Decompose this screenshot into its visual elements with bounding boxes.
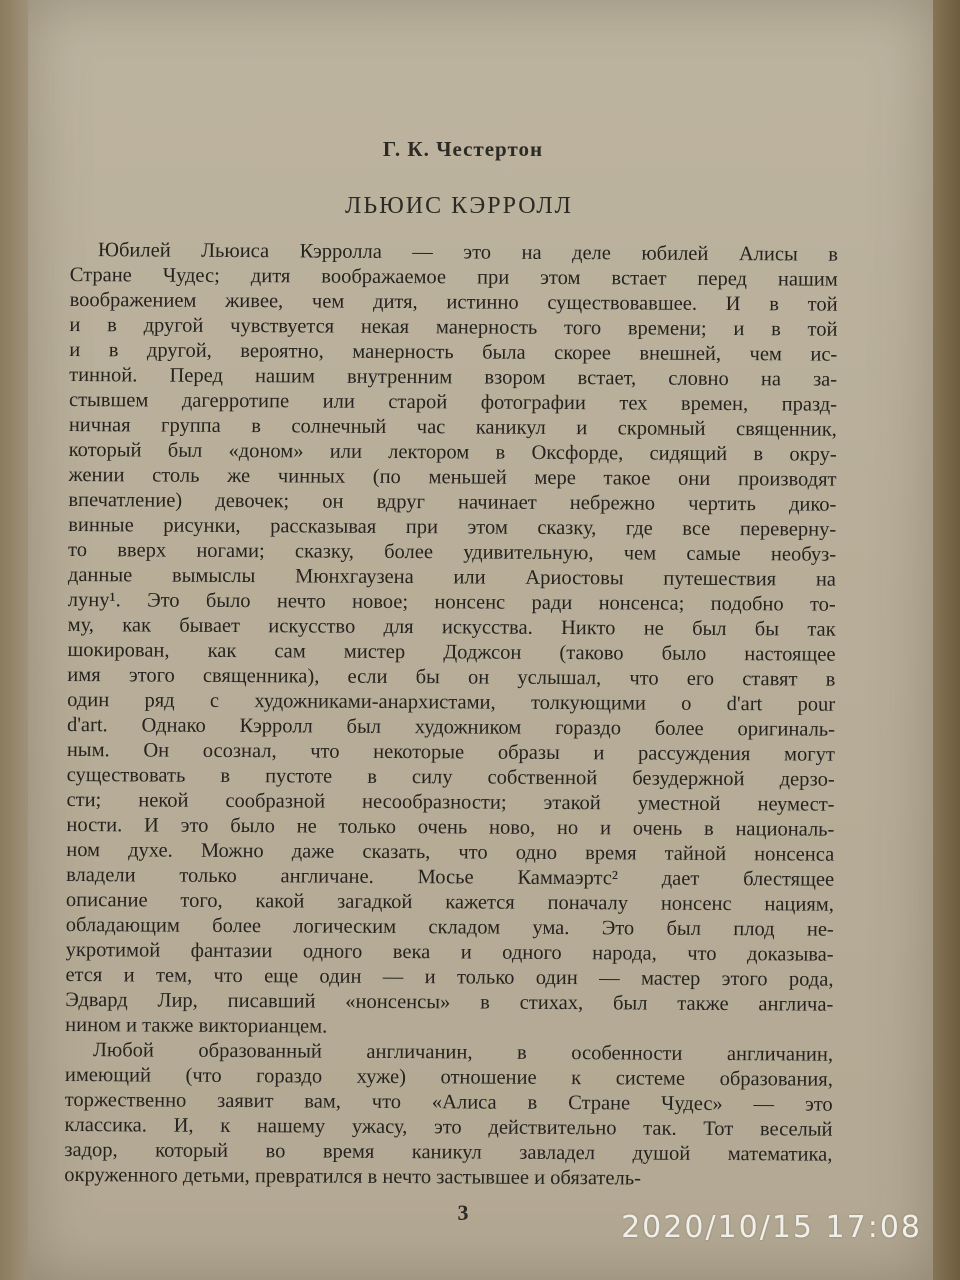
text-line: ничная группа в солнечный час каникул и скромный священник, (68, 413, 837, 441)
text-line: ным. Он осознал, что некоторые образы и рассуждения могут (66, 738, 835, 766)
text-line: имеющий (что гораздо хуже) отношение к системе образования, (64, 1063, 833, 1091)
text-line: стывшем дагерротипе или старой фотографии тех времен, празд- (68, 388, 838, 416)
text-line: и в другой чувствуется некая манерность того времени; и в той (69, 313, 838, 341)
chapter-title: ЛЬЮИС КЭРРОЛЛ (345, 193, 573, 219)
text-line: описание того, какой загадкой кажется поначалу нонсенс нациям, (65, 888, 835, 916)
text-line: владели только англичане. Мосье Каммаэртс² дает блестящее (66, 863, 835, 891)
text-line: воображением живее, чем дитя, истинно существовавшее. И в той (69, 288, 838, 316)
author-heading: Г. К. Честертон (382, 137, 544, 161)
text-line: Любой образованный англичанин, в особенности англичанин, (92, 1039, 834, 1066)
text-line: нином и также викторианцем. (65, 1013, 328, 1038)
text-line: обладающим более логическим складом ума. Это был плод не- (65, 913, 834, 941)
text-line: d'art. Однако Кэрролл был художником гораздо более оригиналь- (66, 713, 836, 741)
text-line: окруженного детьми, превратился в нечто застывшее и обязатель- (64, 1163, 642, 1190)
text-line: задор, который во время каникул завладел душой математика, (64, 1138, 833, 1166)
text-line: шокирован, как сам мистер Доджсон (таково было настоящее (67, 638, 836, 666)
text-line: ется и тем, что еще один — и только один — мастер этого рода, (65, 963, 834, 991)
camera-timestamp: 2020/10/15 17:08 (621, 1210, 922, 1245)
text-line: жении столь же чинных (по меньшей мере такое они производят (68, 463, 837, 491)
text-line: сти; некой сообразной несообразности; этакой уместной неумест- (66, 788, 835, 816)
text-line: имя этого священника), если бы он услышал, что его ставят в (67, 663, 836, 691)
text-line: тинной. Перед нашим внутренним взором встает, словно на за- (69, 363, 838, 391)
paragraph-2 (64, 1038, 833, 1193)
page-number: 3 (457, 1200, 469, 1225)
text-line: му, как бывает искусство для искусства. Никто не был бы так (67, 613, 836, 641)
text-line: луну¹. Это было нечто новое; нонсенс ради нонсенса; подобно то- (67, 588, 836, 616)
text-line: то вверх ногами; сказку, более удивительную, чем самые необуз- (68, 538, 837, 566)
text-line: Юбилей Льюиса Кэрролла — это на деле юбилей Алисы в (97, 239, 838, 266)
paragraph-1 (65, 238, 838, 1043)
text-line: один ряд с художниками-анархистами, толкующими о d'art pour (67, 688, 836, 716)
text-line: торжественно заявит вам, что «Алиса в Стране Чудес» — это (64, 1088, 833, 1116)
book-page (28, 0, 933, 1280)
text-line: Эдвард Лир, писавший «нонсенсы» в стихах, был также англича- (65, 988, 834, 1016)
body-text (64, 238, 838, 1193)
text-line: укротимой фантазии одного века и одного народа, что доказыва- (65, 938, 834, 966)
text-line: и в другой, вероятно, манерность была скорее внешней, чем ис- (69, 338, 838, 366)
text-line: ности. И это было не только очень ново, но и очень в националь- (66, 813, 835, 841)
text-line: классика. И, к нашему ужасу, это действительно так. Тот веселый (64, 1113, 833, 1141)
text-line: винные рисунки, рассказывая при этом сказку, где все переверну- (68, 513, 837, 541)
text-line: существовать в пустоте в силу собственной безудержной дерзо- (66, 763, 835, 791)
text-line: который был «доном» или лектором в Оксфорде, сидящий в окру- (68, 438, 837, 466)
text-line: Стране Чудес; дитя воображаемое при этом встает перед нашим (69, 263, 838, 291)
text-line: данные вымыслы Мюнхгаузена или Ариостовы путешествия на (67, 563, 836, 591)
text-line: впечатление) девочек; он вдруг начинает небрежно чертить дико- (68, 488, 837, 516)
text-line: ном духе. Можно даже сказать, что одно время тайной нонсенса (66, 838, 835, 866)
